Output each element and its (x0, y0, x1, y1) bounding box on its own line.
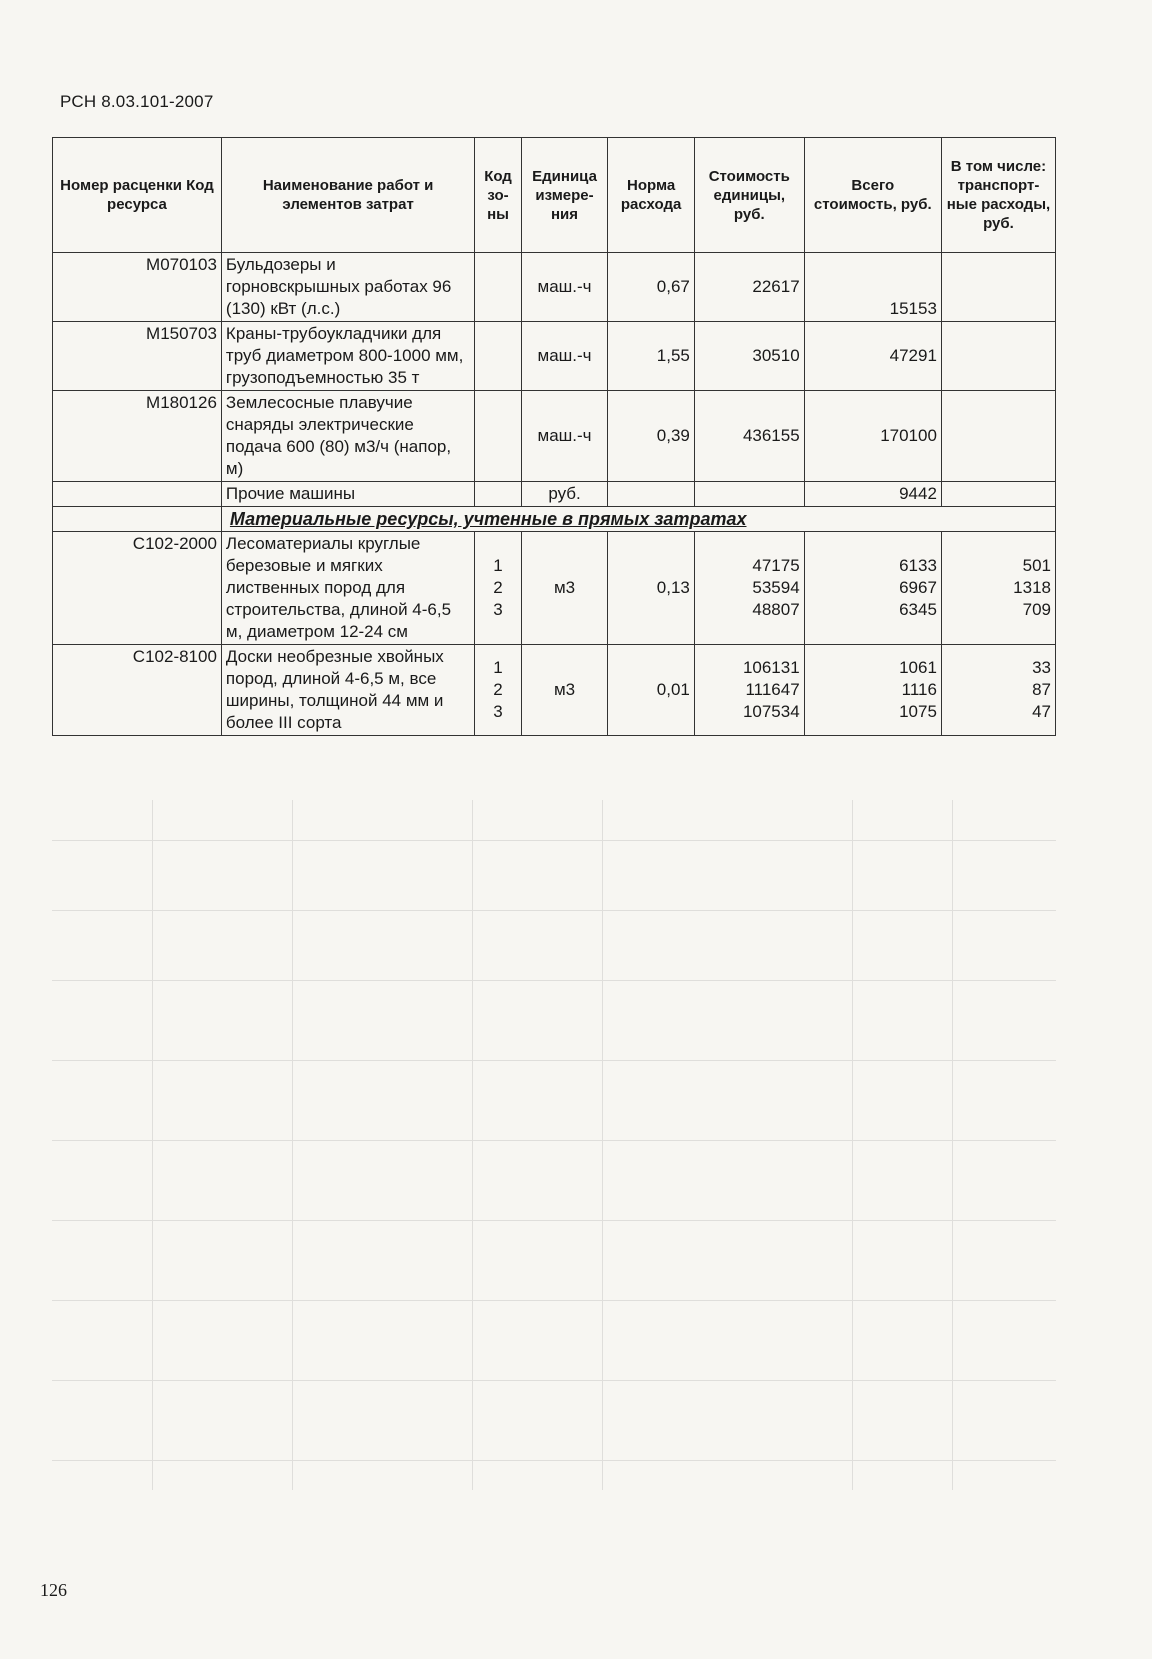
transport-value: 501 (1022, 556, 1051, 575)
resource-name: Землесосные плавучие снаряды электрические подача 600 (80) м3/ч (напор, м) (221, 391, 474, 482)
table-row (53, 322, 1056, 391)
zone-cell (475, 391, 521, 482)
column-header-norm: Норма расхода (608, 138, 695, 253)
unit-cost-value: 107534 (742, 702, 800, 721)
resource-code: С102-8100 (53, 645, 222, 736)
norm-cell: 0,39 (608, 391, 695, 482)
zone-cell (475, 482, 521, 507)
transport-value: 47 (1032, 702, 1051, 721)
total-cost-cell: 15153 (804, 253, 941, 322)
zone-value: 2 (493, 578, 503, 597)
resource-code: М070103 (53, 253, 222, 322)
resource-name: Бульдозеры и горновскрышных работах 96 (130) кВт (л.с.) (221, 253, 474, 322)
total-cost-cell (804, 532, 941, 645)
column-header-total-cost: Всего стоимость, руб. (804, 138, 941, 253)
unit-cost-cell (694, 645, 804, 736)
table-row (53, 482, 1056, 507)
transport-cell (941, 322, 1055, 391)
column-header-unit: Единица измере-ния (521, 138, 608, 253)
resource-name: Доски необрезные хвойных пород, длиной 4-6,5 м, все ширины, толщиной 44 мм и более III сорта (221, 645, 474, 736)
unit-cost-value: 48807 (752, 600, 800, 619)
transport-value: 87 (1032, 680, 1051, 699)
total-cost-cell (804, 645, 941, 736)
total-cost-cell: 170100 (804, 391, 941, 482)
price-table (52, 137, 1056, 736)
unit-cell: маш.-ч (521, 253, 608, 322)
total-cost-value: 6967 (899, 578, 937, 597)
total-cost-value: 1116 (901, 680, 937, 699)
column-header-zone: Код зо-ны (475, 138, 521, 253)
page-number: 126 (40, 1580, 67, 1600)
unit-cost-value: 111647 (745, 680, 800, 699)
transport-cell (941, 532, 1055, 645)
zone-cell (475, 645, 521, 736)
total-cost-value: 1075 (899, 702, 937, 721)
column-header-code: Номер расценки Код ресурса (53, 138, 222, 253)
table-row (53, 532, 1056, 645)
norm-cell: 0,01 (608, 645, 695, 736)
resource-code (53, 482, 222, 507)
unit-cell: маш.-ч (521, 391, 608, 482)
unit-cost-cell (694, 482, 804, 507)
transport-cell (941, 391, 1055, 482)
transport-value: 1318 (1013, 578, 1051, 597)
resource-code: М150703 (53, 322, 222, 391)
unit-cost-value: 106131 (742, 658, 800, 677)
table-row (53, 391, 1056, 482)
unit-cost-cell: 436155 (694, 391, 804, 482)
transport-value: 709 (1022, 600, 1051, 619)
section-row (53, 507, 1056, 532)
unit-cost-cell: 22617 (694, 253, 804, 322)
section-spacer (53, 507, 222, 532)
total-cost-cell: 9442 (804, 482, 941, 507)
unit-cell: руб. (521, 482, 608, 507)
table-header-row (53, 138, 1056, 253)
unit-cost-value: 53594 (752, 578, 800, 597)
resource-name: Лесоматериалы круглые березовые и мягких лиственных пород для строительства, длиной 4-6,5 м, диаметром 12-24 см (221, 532, 474, 645)
zone-cell (475, 532, 521, 645)
unit-cell: м3 (521, 532, 608, 645)
zone-value: 2 (493, 680, 503, 699)
table-row (53, 645, 1056, 736)
total-cost-cell: 47291 (804, 322, 941, 391)
unit-cost-cell (694, 532, 804, 645)
zone-value: 3 (493, 600, 503, 619)
resource-code: С102-2000 (53, 532, 222, 645)
unit-cost-cell: 30510 (694, 322, 804, 391)
unit-cell: м3 (521, 645, 608, 736)
section-title: Материальные ресурсы, учтенные в прямых затратах (221, 507, 1055, 532)
document-code: РСН 8.03.101-2007 (60, 92, 214, 111)
table-row (53, 253, 1056, 322)
zone-value: 1 (493, 658, 503, 677)
column-header-transport: В том числе: транспорт-ные расходы, руб. (941, 138, 1055, 253)
column-header-unit-cost: Стоимость единицы, руб. (694, 138, 804, 253)
norm-cell: 0,13 (608, 532, 695, 645)
zone-value: 1 (493, 556, 503, 575)
transport-cell (941, 253, 1055, 322)
transport-cell (941, 482, 1055, 507)
transport-cell (941, 645, 1055, 736)
unit-cost-value: 47175 (752, 556, 800, 575)
resource-name: Прочие машины (221, 482, 474, 507)
transport-value: 33 (1032, 658, 1051, 677)
zone-cell (475, 322, 521, 391)
zone-value: 3 (493, 702, 503, 721)
column-header-name: Наименование работ и элементов затрат (221, 138, 474, 253)
norm-cell: 1,55 (608, 322, 695, 391)
norm-cell (608, 482, 695, 507)
resource-code: М180126 (53, 391, 222, 482)
zone-cell (475, 253, 521, 322)
norm-cell: 0,67 (608, 253, 695, 322)
unit-cell: маш.-ч (521, 322, 608, 391)
total-cost-value: 1061 (899, 658, 937, 677)
bleed-through-grid (52, 800, 1056, 1490)
total-cost-value: 6133 (899, 556, 937, 575)
total-cost-value: 6345 (899, 600, 937, 619)
resource-name: Краны-трубоукладчики для труб диаметром 800-1000 мм, грузоподъемностью 35 т (221, 322, 474, 391)
